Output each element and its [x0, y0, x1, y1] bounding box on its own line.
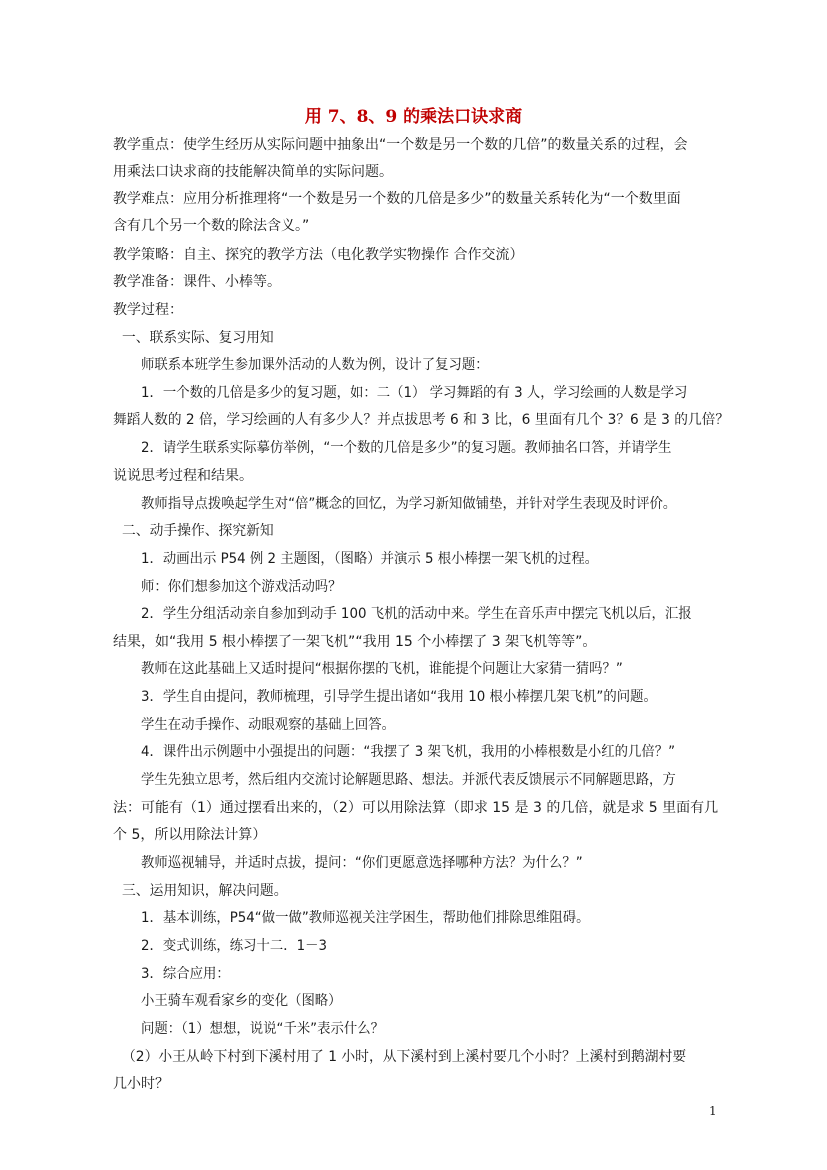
text-line: 法：可能有（1）通过摆看出来的，（2）可以用除法算（即求 15 是 3 的几倍，就是求 5 里面有几 [113, 800, 719, 816]
text-line: 2．请学生联系实际摹仿举例，“一个数的几倍是多少”的复习题。教师抽名口答，并请学生 [141, 440, 672, 456]
section-heading: 二、动手操作、探究新知 [122, 523, 274, 539]
text-line: 小王骑车观看家乡的变化（图略） [141, 993, 342, 1009]
section-heading: 一、联系实际、复习用知 [122, 330, 274, 346]
text-line: 舞蹈人数的 2 倍，学习绘画的人有多少人？并点拔思考 6 和 3 比，6 里面有几个 3？6 是 3 的几倍？ [113, 412, 730, 428]
text-line: 教学过程： [113, 302, 183, 318]
text-line: 师联系本班学生参加课外活动的人数为例，设计了复习题： [141, 357, 489, 373]
text-line: 学生在动手操作、动眼观察的基础上回答。 [141, 717, 396, 733]
text-line: 含有几个另一个数的除法含义。” [113, 218, 310, 234]
text-line: 教师巡视辅导，并适时点拔，提问：“你们更愿意选择哪种方法？为什么？” [141, 855, 583, 871]
text-line: 教师在这此基础上又适时提问“根据你摆的飞机，谁能提个问题让大家猜一猜吗？” [141, 661, 623, 677]
text-line: 1．动画出示 P54 例 2 主题图，（图略）并演示 5 根小棒摆一架飞机的过程。 [141, 551, 599, 567]
text-line: 问题：（1）想想，说说“千米”表示什么？ [141, 1021, 384, 1037]
text-line: 几小时？ [113, 1076, 169, 1092]
text-line: 4．课件出示例题中小强提出的问题：“我摆了 3 架飞机，我用的小棒根数是小红的几倍？” [141, 744, 676, 760]
text-line: 说说思考过程和结果。 [113, 468, 253, 484]
text-line: 用乘法口诀求商的技能解决简单的实际问题。 [113, 164, 393, 180]
text-line: 2．变式训练，练习十二．1－3 [141, 938, 327, 954]
text-line: 教学重点：使学生经历从实际问题中抽象出“一个数是另一个数的几倍”的数量关系的过程，会 [113, 137, 688, 153]
text-line: 教学策略：自主、探究的教学方法（电化教学实物操作 合作交流） [113, 247, 524, 263]
text-line: 2．学生分组活动亲自参加到动手 100 飞机的活动中来。学生在音乐声中摆完飞机以后，汇报 [141, 606, 692, 622]
document-title: 用 7、8、9 的乘法口诀求商 [304, 107, 523, 127]
text-line: 3．学生自由提问，教师梳理，引导学生提出诸如“我用 10 根小棒摆几架飞机”的问题。 [141, 689, 657, 705]
text-line: 教学难点：应用分析推理将“一个数是另一个数的几倍是多少”的数量关系转化为“一个数里面 [113, 191, 681, 207]
text-line: （2）小王从岭下村到下溪村用了 1 小时，从下溪村到上溪村要几个小时？上溪村到鹅湖村要 [122, 1049, 687, 1065]
text-line: 3．综合应用： [141, 966, 230, 982]
text-line: 教师指导点拨唤起学生对“倍”概念的回忆，为学习新知做铺垫，并针对学生表现及时评价。 [141, 496, 677, 512]
text-line: 1．一个数的几倍是多少的复习题，如：二（1） 学习舞蹈的有 3 人，学习绘画的人数是学习 [141, 385, 688, 401]
text-line: 1．基本训练，P54“做一做”教师巡视关注学困生，帮助他们排除思维阻碍。 [141, 910, 590, 926]
page-number: 1 [709, 1104, 717, 1118]
text-line: 师：你们想参加这个游戏活动吗？ [141, 579, 342, 595]
section-heading: 三、运用知识，解决问题。 [122, 883, 288, 899]
text-line: 结果，如“我用 5 根小棒摆了一架飞机”“我用 15 个小棒摆了 3 架飞机等等”。 [113, 634, 597, 650]
text-line: 教学准备：课件、小棒等。 [113, 274, 281, 290]
text-line: 个 5，所以用除法计算） [113, 827, 267, 843]
text-line: 学生先独立思考，然后组内交流讨论解题思路、想法。并派代表反馈展示不同解题思路，方 [141, 772, 676, 788]
